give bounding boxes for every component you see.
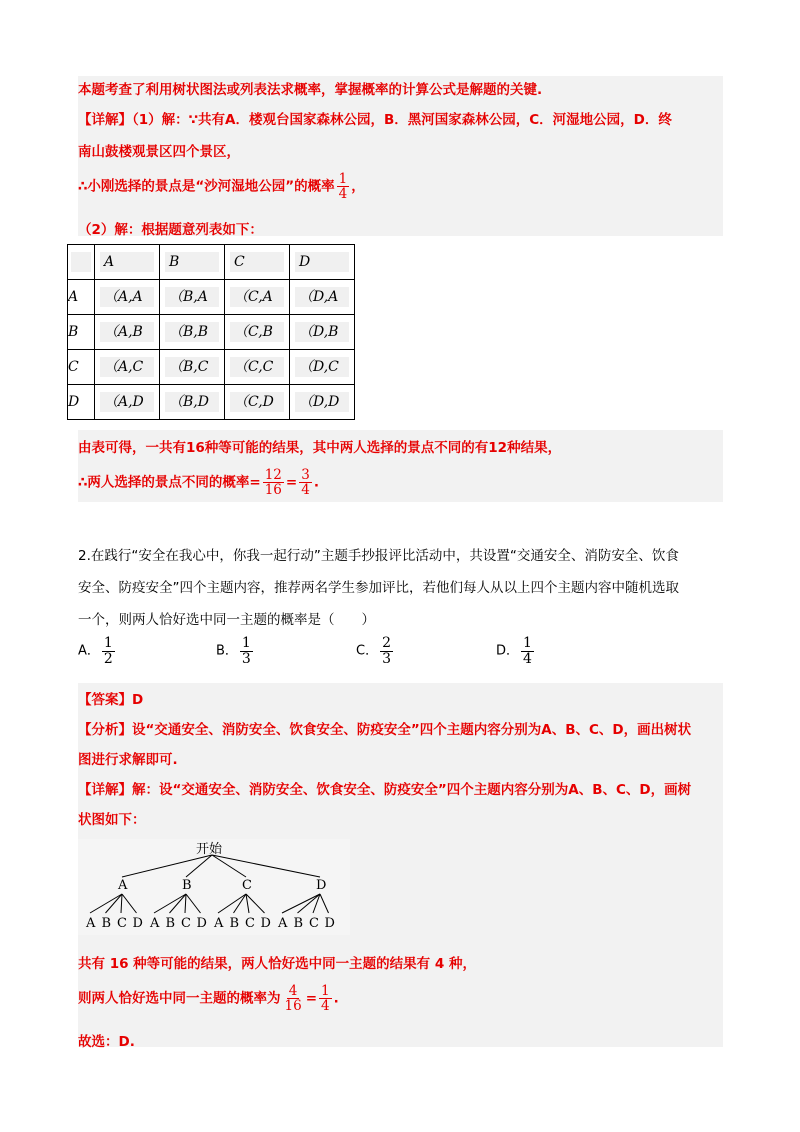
table-cell: （A,B	[95, 315, 160, 350]
summary-line: 本题考查了利用树状图法或列表法求概率，掌握概率的计算公式是解题的关键.	[78, 82, 543, 98]
probability-line-1: ∴小刚选择的景点是“沙河湿地公园”的概率 $\frac{1}{4}$ ，	[78, 171, 365, 203]
tree-leaf: C	[117, 916, 127, 931]
fraction-1-4: $\frac{1}{4}$	[321, 983, 330, 1015]
detail-tag: 【详解】	[78, 112, 132, 128]
question-2-line-3: 一个，则两人恰好选中同一主题的概率是（ ）	[78, 612, 375, 628]
detail-line-3: 【详解】解：设“交通安全、消防安全、饮食安全、防疫安全”四个主题内容分别为A、B、C、D，画树	[78, 782, 692, 798]
tree-node-b: B	[182, 878, 192, 893]
tree-leaf: C	[309, 916, 319, 931]
tree-leaves	[85, 916, 335, 931]
analysis-line-2: 图进行求解即可.	[78, 752, 178, 768]
tree-leaf: B	[293, 916, 304, 931]
tree-node-a: A	[118, 878, 128, 893]
probability-line-2: ∴两人选择的景点不同的概率= $\frac{12}{16}$ = $\frac{3}{4}$ .	[78, 467, 319, 499]
table-header-cell: D	[290, 245, 355, 280]
table-cell: （C,C	[225, 350, 290, 385]
option-c[interactable]: C． $\frac{2}{3}$	[356, 635, 391, 667]
analysis-line-1: 【分析】设“交通安全、消防安全、饮食安全、防疫安全”四个主题内容分别为A、B、C、D，画出树状	[78, 722, 692, 738]
table-row	[68, 315, 355, 350]
table-corner	[68, 245, 95, 280]
table-header-row	[68, 245, 355, 280]
tree-leaf: B	[165, 916, 176, 931]
option-a[interactable]: A． $\frac{1}{2}$	[78, 635, 113, 667]
tree-leaf: D	[132, 916, 143, 931]
tree-leaf: A	[214, 916, 224, 931]
fraction-3-4: $\frac{3}{4}$	[301, 467, 310, 499]
table-cell: （C,D	[225, 385, 290, 420]
table-cell: （A,D	[95, 385, 160, 420]
tree-diagram	[78, 839, 350, 935]
row-label: B	[68, 315, 95, 350]
outcome-table	[67, 244, 355, 420]
fraction-one-quarter: $\frac{1}{4}$	[338, 171, 348, 203]
table-cell: （A,A	[95, 280, 160, 315]
tree-node-c: C	[242, 878, 252, 893]
table-row	[68, 385, 355, 420]
table-result-line: 由表可得，一共有16种等可能的结果，其中两人选择的景点不同的有12种结果，	[78, 440, 562, 456]
tree-leaf: D	[196, 916, 207, 931]
table-row	[68, 350, 355, 385]
option-b[interactable]: B． $\frac{1}{3}$	[216, 635, 251, 667]
choose-line: 故选：D.	[78, 1034, 135, 1050]
prob-text: ∴小刚选择的景点是“沙河湿地公园”的概率	[78, 178, 335, 195]
fraction-4-16: $\frac{4}{16}$	[284, 983, 302, 1015]
tree-node-d: D	[316, 878, 327, 893]
detail-line-2: 南山鼓楼观景区四个景区，	[78, 144, 240, 160]
tree-leaf: D	[260, 916, 271, 931]
question-2-line-2: 安全、防疫安全”四个主题内容，推荐两名学生参加评比，若他们每人从以上四个主题内容中随机选取	[78, 580, 679, 596]
table-cell: （B,B	[160, 315, 225, 350]
table-cell: （D,A	[290, 280, 355, 315]
table-row	[68, 280, 355, 315]
table-cell: （B,C	[160, 350, 225, 385]
tree-leaf: A	[86, 916, 96, 931]
detail-line-4: 状图如下：	[78, 812, 146, 828]
tree-leaf: B	[101, 916, 112, 931]
result-line-1: 共有 16 种等可能的结果，两人恰好选中同一主题的结果有 4 种，	[78, 956, 476, 972]
row-label: C	[68, 350, 95, 385]
table-cell: （A,C	[95, 350, 160, 385]
table-header-cell: B	[160, 245, 225, 280]
table-cell: （C,B	[225, 315, 290, 350]
table-cell: （D,B	[290, 315, 355, 350]
table-cell: （B,A	[160, 280, 225, 315]
row-label: A	[68, 280, 95, 315]
detail-text: （1）解：∵共有A．楼观台国家森林公园，B．黑河国家森林公园，C．河湿地公园，D．终	[132, 112, 672, 128]
table-intro: （2）解：根据题意列表如下：	[78, 222, 263, 238]
tree-leaf: C	[245, 916, 255, 931]
tree-leaf: C	[181, 916, 191, 931]
question-2-line-1: 2.在践行“安全在我心中，你我一起行动”主题手抄报评比活动中，共设置“交通安全、消防安全、饮食	[78, 548, 679, 564]
answer-line: 【答案】D	[78, 692, 144, 708]
table-cell: （D,D	[290, 385, 355, 420]
tree-leaf: A	[150, 916, 160, 931]
table-cell: （C,A	[225, 280, 290, 315]
option-d[interactable]: D． $\frac{1}{4}$	[496, 635, 532, 667]
tree-root: 开始	[196, 842, 223, 857]
tree-leaf: A	[278, 916, 288, 931]
tree-leaf: B	[229, 916, 240, 931]
table-cell: （D,C	[290, 350, 355, 385]
detail-line-1	[78, 108, 672, 128]
table-header-cell: A	[95, 245, 160, 280]
row-label: D	[68, 385, 95, 420]
result-line-2: 则两人恰好选中同一主题的概率为 $\frac{4}{16}$ = $\frac{1}{4}$ .	[78, 983, 339, 1015]
fraction-12-16: $\frac{12}{16}$	[264, 467, 282, 499]
table-header-cell: C	[225, 245, 290, 280]
table-cell: （B,D	[160, 385, 225, 420]
tree-leaf: D	[324, 916, 335, 931]
